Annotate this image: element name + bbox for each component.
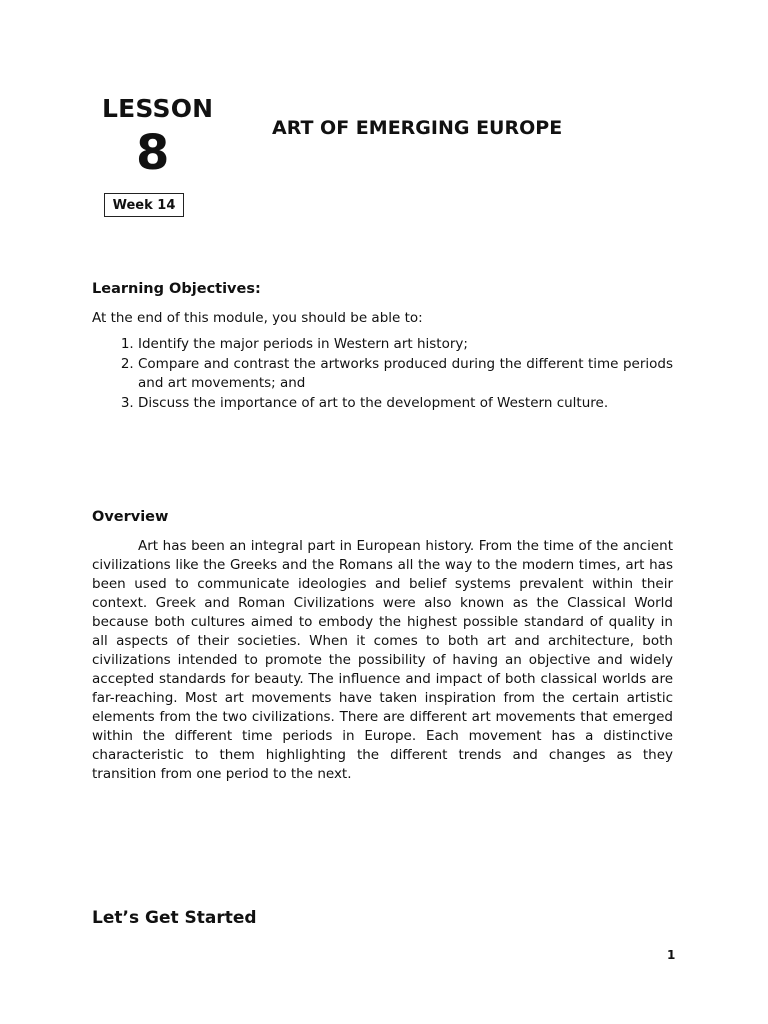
list-item: 1. Identify the major periods in Western art history; bbox=[138, 335, 673, 355]
page-number: 1 bbox=[667, 948, 676, 962]
objectives-heading: Learning Objectives: bbox=[92, 281, 261, 297]
overview-heading: Overview bbox=[92, 509, 169, 525]
overview-paragraph: Art has been an integral part in European history. From the time of the ancient civilizations like the Greeks and the Romans all the way to the modern times, art has been used to communicate ideologies and belief systems prevalent within their context. Greek and Roman Civilizations were also known as the Classical World because both cultures aimed to embody the highest possible standard of quality in all aspects of their societies. When it comes to both art and architecture, both civilizations intended to promote the possibility of having an objective and widely accepted standards for beauty. The influence and impact of both classical worlds are far-reaching. Most art movements have taken inspiration from the certain artistic elements from the two civilizations. There are different art movements that emerged within the different time periods in Europe. Each movement has a distinctive characteristic to them highlighting the different trends and changes as they transition from one period to the next. bbox=[92, 538, 673, 782]
list-item: 3. Discuss the importance of art to the development of Western culture. bbox=[138, 394, 673, 414]
objectives-list bbox=[92, 335, 673, 413]
lesson-label: LESSON bbox=[102, 94, 214, 123]
lesson-number: 8 bbox=[136, 125, 170, 181]
week-badge: Week 14 bbox=[104, 193, 184, 217]
section-heading: Let’s Get Started bbox=[92, 908, 257, 928]
page-title: ART OF EMERGING EUROPE bbox=[272, 117, 563, 139]
objectives-intro: At the end of this module, you should be able to: bbox=[92, 310, 423, 326]
list-item: 2. Compare and contrast the artworks produced during the different time periods and art movements; and bbox=[138, 355, 673, 394]
